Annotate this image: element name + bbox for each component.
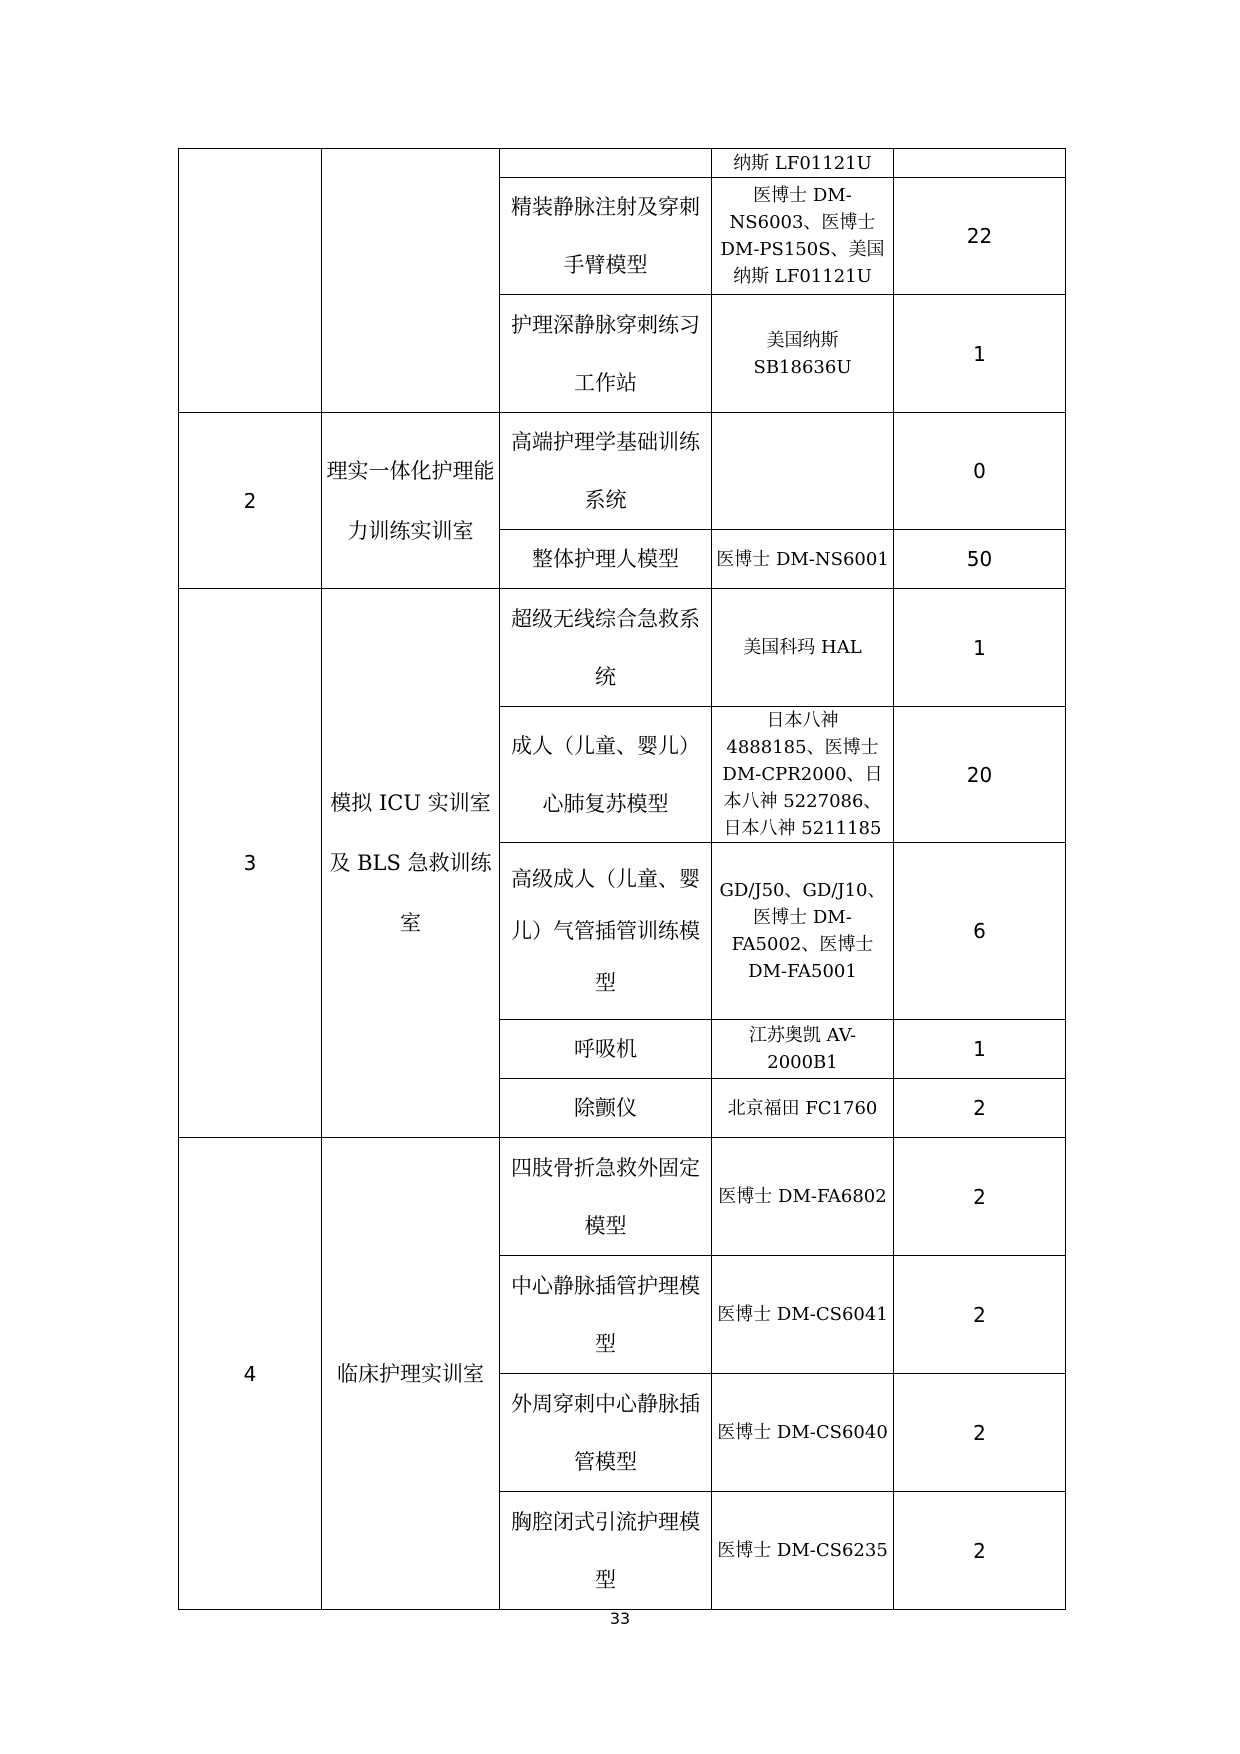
quantity-cell: 2	[894, 1138, 1066, 1256]
quantity-cell: 2	[894, 1256, 1066, 1374]
quantity-cell	[894, 149, 1066, 178]
table-row	[179, 1138, 1066, 1256]
quantity-cell: 22	[894, 178, 1066, 295]
model-cell: 医博士 DM-CS6041	[712, 1256, 894, 1374]
quantity-cell: 1	[894, 295, 1066, 413]
item-name-cell: 高端护理学基础训练系统	[500, 413, 712, 530]
quantity-cell: 0	[894, 413, 1066, 530]
model-cell: 日本八神 4888185、医博士 DM-CPR2000、日本八神 5227086、日本八神 5211185	[712, 707, 894, 843]
quantity-cell: 1	[894, 589, 1066, 707]
item-name-cell: 外周穿刺中心静脉插管模型	[500, 1374, 712, 1492]
item-name-cell: 胸腔闭式引流护理模型	[500, 1492, 712, 1610]
table-row	[179, 413, 1066, 530]
model-cell: 美国科玛 HAL	[712, 589, 894, 707]
model-cell: 医博士 DM-FA6802	[712, 1138, 894, 1256]
table-row	[179, 149, 1066, 178]
item-name-cell: 高级成人（儿童、婴儿）气管插管训练模型	[500, 843, 712, 1020]
quantity-cell: 1	[894, 1020, 1066, 1079]
room-name-cell: 临床护理实训室	[322, 1138, 500, 1610]
group-number-cell: 4	[179, 1138, 322, 1610]
item-name-cell: 除颤仪	[500, 1079, 712, 1138]
quantity-cell: 50	[894, 530, 1066, 589]
model-cell: 医博士 DM-CS6235	[712, 1492, 894, 1610]
group-number-cell	[179, 149, 322, 413]
model-cell: 美国纳斯 SB18636U	[712, 295, 894, 413]
quantity-cell: 20	[894, 707, 1066, 843]
item-name-cell: 四肢骨折急救外固定模型	[500, 1138, 712, 1256]
model-cell: 医博士 DM-NS6003、医博士 DM-PS150S、美国纳斯 LF01121U	[712, 178, 894, 295]
model-cell: 医博士 DM-CS6040	[712, 1374, 894, 1492]
item-name-cell: 整体护理人模型	[500, 530, 712, 589]
item-name-cell: 成人（儿童、婴儿）心肺复苏模型	[500, 707, 712, 843]
item-name-cell	[500, 149, 712, 178]
page-number: 33	[609, 1609, 631, 1628]
model-cell: 北京福田 FC1760	[712, 1079, 894, 1138]
model-cell: 江苏奥凯 AV-2000B1	[712, 1020, 894, 1079]
quantity-cell: 2	[894, 1492, 1066, 1610]
item-name-cell: 超级无线综合急救系统	[500, 589, 712, 707]
model-cell	[712, 413, 894, 530]
quantity-cell: 2	[894, 1374, 1066, 1492]
item-name-cell: 中心静脉插管护理模型	[500, 1256, 712, 1374]
model-cell: 医博士 DM-NS6001	[712, 530, 894, 589]
room-name-cell: 模拟 ICU 实训室及 BLS 急救训练室	[322, 589, 500, 1138]
group-number-cell: 3	[179, 589, 322, 1138]
item-name-cell: 精装静脉注射及穿刺手臂模型	[500, 178, 712, 295]
room-name-cell	[322, 149, 500, 413]
quantity-cell: 6	[894, 843, 1066, 1020]
model-cell: GD/J50、GD/J10、医博士 DM-FA5002、医博士 DM-FA5001	[712, 843, 894, 1020]
equipment-table	[178, 148, 1066, 1610]
table-row	[179, 589, 1066, 707]
item-name-cell: 护理深静脉穿刺练习工作站	[500, 295, 712, 413]
room-name-cell: 理实一体化护理能力训练实训室	[322, 413, 500, 589]
item-name-cell: 呼吸机	[500, 1020, 712, 1079]
model-cell: 纳斯 LF01121U	[712, 149, 894, 178]
group-number-cell: 2	[179, 413, 322, 589]
quantity-cell: 2	[894, 1079, 1066, 1138]
